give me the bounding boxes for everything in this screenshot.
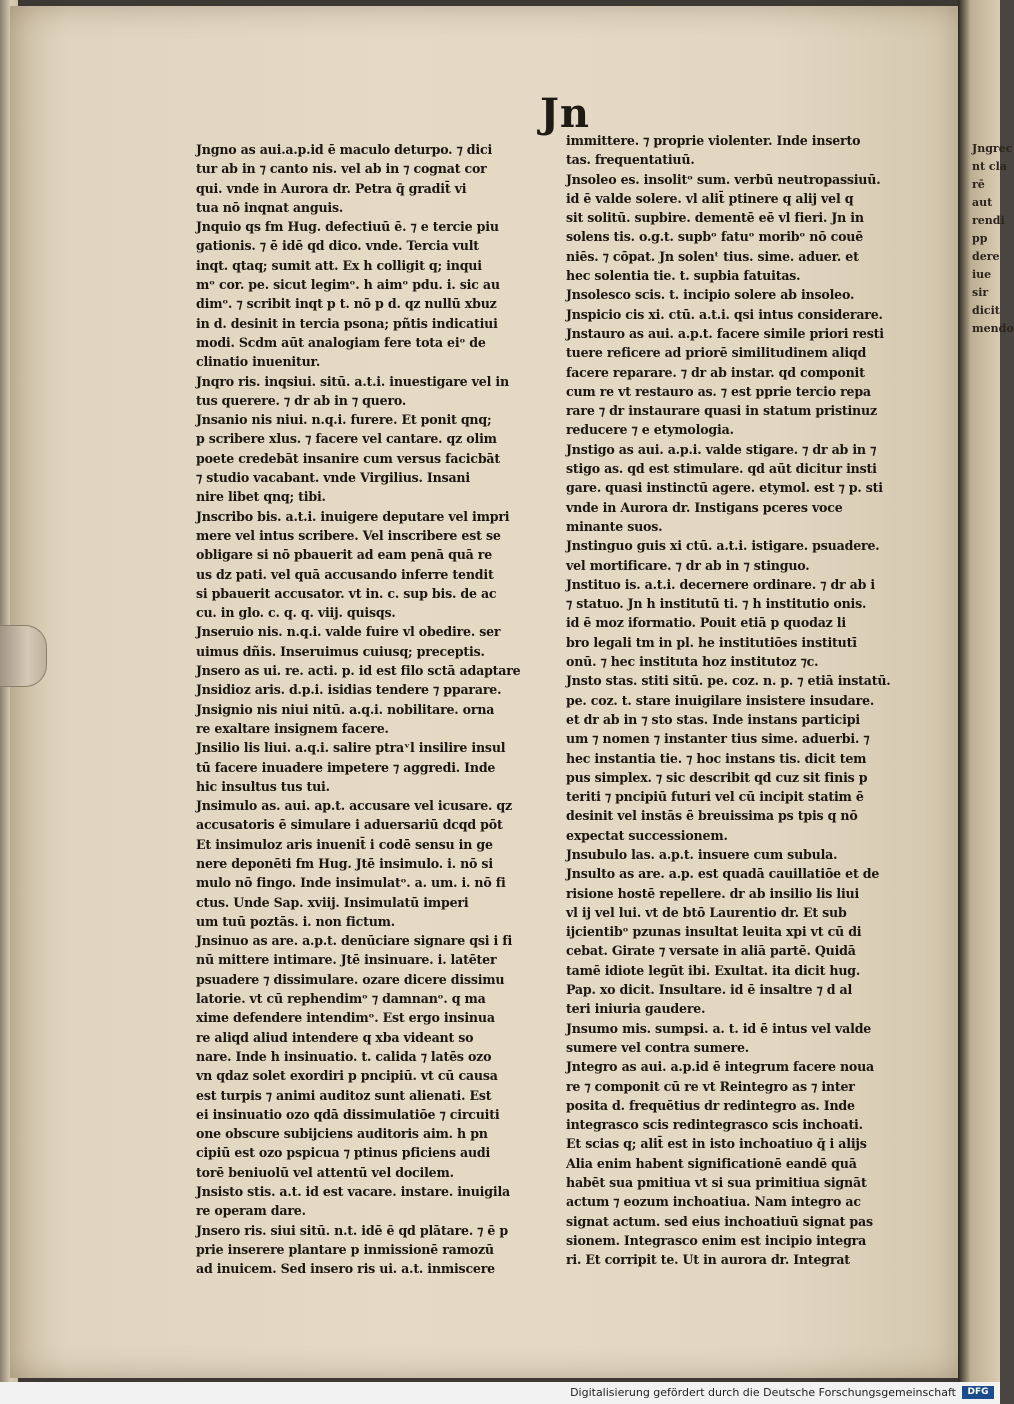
text-line: Jnsoleo es. insolitᵒ sum. verbū neutropassiuū. xyxy=(566,171,881,187)
text-line: ri. Et corripit te. Ut in aurora dr. Integrat xyxy=(566,1252,850,1268)
text-line: immittere. ⁊ proprie violenter. Inde inserto xyxy=(566,133,861,148)
text-line: tua nō inqnat anguis. xyxy=(196,199,344,215)
text-line: ⁊ statuo. Jn h institutū ti. ⁊ h institutio onis. xyxy=(566,596,867,612)
text-line: bro legali tm in pl. he institutiōes institutī xyxy=(566,634,857,650)
text-line: tur ab in ⁊ canto nis. vel ab in ⁊ cognat cor xyxy=(196,161,487,177)
text-line: Et insimuloz aris inuenit̄ i codē sensu in ge xyxy=(196,836,493,852)
text-line: inqt. qtaq; sumit att. Ex h colligit q; inqui xyxy=(196,257,482,273)
facing-page-fragment: aut xyxy=(972,196,993,209)
running-header: Jn xyxy=(540,90,591,137)
text-line: vnde in Aurora dr. Instigans pceres voce xyxy=(566,499,843,515)
text-line: risione hostē repellere. dr ab insilio lis liui xyxy=(566,885,860,901)
footer-credit: Digitalisierung gefördert durch die Deutsche Forschungsgemeinschaft xyxy=(570,1386,956,1399)
left-column xyxy=(196,140,556,1279)
text-line: Et scias q; alit̄ est in isto inchoatiuo q̄ i alijs xyxy=(566,1136,867,1152)
text-line: vl ij vel lui. vt de btō Laurentio dr. Et sub xyxy=(566,904,847,920)
text-line: posita d. frequētius dr redintegro as. Inde xyxy=(566,1097,855,1113)
text-line: Jnsero as ui. re. acti. p. id est filo sctā adaptare xyxy=(196,663,521,679)
text-line: cum re vt restauro as. ⁊ est pprie tercio repa xyxy=(566,383,871,399)
facing-page-fragment: dere xyxy=(972,250,1000,263)
text-line: Jnsilio lis liui. a.q.i. salire ptraᵛl insilire insul xyxy=(196,740,506,756)
text-line: re ⁊ componit cū re vt Reintegro as ⁊ inter xyxy=(566,1078,855,1094)
text-line: est turpis ⁊ animi auditoz sunt alienati. Est xyxy=(196,1087,492,1103)
text-line: torē beniuolū vel attentū vel docilem. xyxy=(196,1164,454,1180)
facing-page-fragment: sir xyxy=(972,286,989,299)
text-line: Jngno as aui.a.p.id ē maculo deturpo. ⁊ dici xyxy=(196,142,493,157)
text-line: Jnstigo as aui. a.p.i. valde stigare. ⁊ dr ab in ⁊ xyxy=(566,441,877,457)
text-line: vn qdaz solet exordiri p pncipiū. vt cū causa xyxy=(196,1068,498,1084)
book-clasp xyxy=(0,625,47,687)
text-line: latorie. vt cū rephendimᵒ ⁊ damnanᵒ. q ma xyxy=(196,991,486,1007)
text-line: Jnsimulo as. aui. ap.t. accusare vel icusare. qz xyxy=(196,798,512,814)
text-line: one obscure subijciens auditoris aim. h pn xyxy=(196,1126,488,1142)
text-line: nare. Inde h insinuatio. t. calida ⁊ latēs ozo xyxy=(196,1048,492,1064)
text-line: integrasco scis redintegrasco scis inchoati. xyxy=(566,1117,863,1133)
text-line: gare. quasi instinctū agere. etymol. est ⁊ p. sti xyxy=(566,480,883,496)
text-line: tuere reficere ad priorē similitudinem aliqd xyxy=(566,345,867,361)
text-line: Jnseruio nis. n.q.i. valde fuire vl obedire. ser xyxy=(196,624,501,640)
facing-page-fragment: rendi xyxy=(972,214,1005,227)
facing-page-edge xyxy=(958,0,1014,1382)
text-line: Jnscribo bis. a.t.i. inuigere deputare vel impri xyxy=(196,508,510,524)
text-line: Jnsolesco scis. t. incipio solere ab insoleo. xyxy=(566,287,855,303)
text-line: Jnsignio nis niui nitū. a.q.i. nobilitare. orna xyxy=(196,701,495,717)
text-line: hic insultus tus tui. xyxy=(196,778,330,794)
text-line: niēs. ⁊ cōpat. Jn solenᵗ tius. sime. aduer. et xyxy=(566,248,859,264)
text-line: Jnsubulo las. a.p.t. insuere cum subula. xyxy=(566,846,838,862)
footer-bar xyxy=(0,1382,1000,1404)
text-line: xime defendere intendimᵒ. Est ergo insinua xyxy=(196,1010,495,1026)
text-line: in d. desinit in tercia psona; pñtis indicatiui xyxy=(196,315,498,331)
text-line: modi. Scdm aūt analogiam fere tota eiᵒ de xyxy=(196,334,486,350)
right-column xyxy=(566,131,916,1270)
text-line: tamē idiote legūt ibi. Exultat. ita dicit hug. xyxy=(566,962,861,978)
text-line: re exaltare insignem facere. xyxy=(196,720,389,736)
text-line: Jntegro as aui. a.p.id ē integrum facere noua xyxy=(566,1059,875,1075)
text-line: qui. vnde in Aurora dr. Petra q̄ gradit̄ vi xyxy=(196,180,467,196)
facing-page-fragment: mendo xyxy=(972,322,1014,335)
text-line: p scribere xlus. ⁊ facere vel cantare. qz olim xyxy=(196,431,497,447)
text-line: nū mittere intimare. Jtē insinuare. i. latēter xyxy=(196,952,497,968)
text-line: Jnsto stas. stiti sitū. pe. coz. n. p. ⁊ etiā instatū. xyxy=(566,673,891,689)
text-line: Jnsumo mis. sumpsi. a. t. id ē intus vel valde xyxy=(566,1020,872,1036)
facing-page-text xyxy=(972,140,1012,338)
text-line: sit solitū. supbire. dementē eē vl fieri. Jn in xyxy=(566,210,864,226)
text-line: mulo nō fingo. Inde insimulatᵒ. a. um. i. nō fi xyxy=(196,875,506,891)
text-line: hec solentia tie. t. supbia fatuitas. xyxy=(566,268,801,284)
text-line: tus querere. ⁊ dr ab in ⁊ quero. xyxy=(196,392,407,408)
text-line: prie inserere plantare p inmissionē ramozū xyxy=(196,1241,494,1257)
text-line: re aliqd aliud intendere q xba videant so xyxy=(196,1029,474,1045)
text-line: Jnstauro as aui. a.p.t. facere simile priori resti xyxy=(566,325,884,341)
text-line: rare ⁊ dr instaurare quasi in statum pristinuz xyxy=(566,403,877,419)
text-line: mᵒ cor. pe. sicut legimᵒ. h aimᵒ pdu. i. sic au xyxy=(196,277,500,293)
text-line: mere vel intus scribere. Vel inscribere est se xyxy=(196,527,501,543)
text-line: nire libet qnq; tibi. xyxy=(196,489,326,505)
text-line: accusatoris ē simulare i aduersariū dcqd pōt xyxy=(196,817,503,833)
text-line: solens tis. o.g.t. supbᵒ fatuᵒ moribᵒ nō couē xyxy=(566,229,864,245)
text-line: uimus dñis. Inseruimus cuiusq; preceptis. xyxy=(196,643,485,659)
text-line: ad inuicem. Sed insero ris ui. a.t. inmiscere xyxy=(196,1261,495,1277)
text-line: stigo as. qd est stimulare. qd aūt dicitur insti xyxy=(566,461,877,477)
text-line: Jnspicio cis xi. ctū. a.t.i. qsi intus considerare. xyxy=(566,306,883,322)
text-line: Jnsero ris. siui sitū. n.t. idē ē qd plātare. ⁊ ē p xyxy=(196,1222,509,1238)
text-line: Jnqro ris. inqsiui. sitū. a.t.i. inuestigare vel in xyxy=(196,373,509,389)
text-line: obligare si nō pbauerit ad eam penā quā re xyxy=(196,547,493,563)
text-line: ijcientibᵒ pzunas insultat leuita xpi vt cū di xyxy=(566,924,862,940)
facing-page-fragment: nt cla xyxy=(972,160,1007,173)
facing-page-fragment: rē xyxy=(972,178,985,191)
text-line: Alia enim habent significationē eandē quā xyxy=(566,1155,857,1171)
text-line: um ⁊ nomen ⁊ instanter tius sime. aduerbi. ⁊ xyxy=(566,731,870,747)
text-line: tas. frequentatiuū. xyxy=(566,152,695,168)
dfg-logo: DFG xyxy=(962,1386,994,1399)
text-line: vel mortificare. ⁊ dr ab in ⁊ stinguo. xyxy=(566,557,810,573)
text-line: signat actum. sed eius inchoatiuū signat pas xyxy=(566,1213,873,1229)
facing-page-fragment: Jngrec xyxy=(972,142,1013,155)
text-line: ei insinuatio ozo qdā dissimulatiōe ⁊ circuiti xyxy=(196,1106,500,1122)
text-line: Jnsisto stis. a.t. id est vacare. instare. inuigila xyxy=(196,1184,511,1200)
facing-page-fragment: iue xyxy=(972,268,992,281)
text-line: sumere vel contra sumere. xyxy=(566,1039,749,1055)
text-line: id ē moz iformatio. Pouit etiā p quodaz li xyxy=(566,615,846,631)
text-line: dimᵒ. ⁊ scribit inqt p t. nō p d. qz nullū xbuz xyxy=(196,296,497,312)
text-line: minante suos. xyxy=(566,518,663,534)
text-line: psuadere ⁊ dissimulare. ozare dicere dissimu xyxy=(196,971,505,987)
text-line: teriti ⁊ pncipiū futuri vel cū incipit statim ē xyxy=(566,789,864,805)
text-line: re operam dare. xyxy=(196,1203,306,1219)
text-line: Pap. xo dicit. Insultare. id ē insaltre ⁊ d al xyxy=(566,982,853,998)
text-line: id ē valde solere. vl alit̄ ptinere q alij vel q xyxy=(566,190,854,206)
text-line: pe. coz. t. stare inuigilare insistere insudare. xyxy=(566,692,875,708)
text-line: gationis. ⁊ ē idē qd dico. vnde. Tercia vult xyxy=(196,238,479,254)
text-line: Jnsanio nis niui. n.q.i. furere. Et ponit qnq; xyxy=(196,412,492,428)
facing-page-fragment: pp xyxy=(972,232,988,245)
text-line: onū. ⁊ hec instituta hoz institutoz ⁊c. xyxy=(566,654,819,670)
text-line: um tuū poztās. i. non fictum. xyxy=(196,913,395,929)
text-line: ctus. Unde Sap. xviij. Insimulatū imperi xyxy=(196,894,469,910)
text-line: expectat successionem. xyxy=(566,827,728,843)
text-line: reducere ⁊ e etymologia. xyxy=(566,422,734,438)
text-line: cu. in glo. c. q. q. viij. quisqs. xyxy=(196,605,396,621)
text-line: actum ⁊ eozum inchoatiua. Nam integro ac xyxy=(566,1194,861,1210)
text-line: si pbauerit accusator. vt in. c. sup bis. de ac xyxy=(196,585,497,601)
text-line: Jnstituo is. a.t.i. decernere ordinare. ⁊ dr ab i xyxy=(566,576,876,592)
text-line: Jnsinuo as are. a.p.t. denūciare signare qsi i fi xyxy=(196,933,513,949)
text-line: pus simplex. ⁊ sic describit qd cuz sit finis p xyxy=(566,769,868,785)
text-line: facere reparare. ⁊ dr ab instar. qd componit xyxy=(566,364,865,380)
text-line: et dr ab in ⁊ sto stas. Inde instans participi xyxy=(566,711,860,727)
text-line: cipiū est ozo pspicua ⁊ ptinus pficiens audi xyxy=(196,1145,491,1161)
text-line: nere deponēti fm Hug. Jtē insimulo. i. nō si xyxy=(196,855,493,871)
text-line: ⁊ studio vacabant. vnde Virgilius. Insani xyxy=(196,470,470,486)
text-line: sionem. Integrasco enim est incipio integra xyxy=(566,1232,867,1248)
text-line: Jnquio qs fm Hug. defectiuū ē. ⁊ e tercie piu xyxy=(196,219,499,235)
text-line: clinatio inuenitur. xyxy=(196,354,321,370)
text-line: teri iniuria gaudere. xyxy=(566,1001,706,1017)
text-line: habēt sua pmitiua vt si sua primitiua signāt xyxy=(566,1175,867,1191)
text-line: us dz pati. vel quā accusando inferre tendit xyxy=(196,566,494,582)
text-line: Jnsulto as are. a.p. est quadā cauillatiōe et de xyxy=(566,866,880,882)
text-line: hec instantia tie. ⁊ hoc instans tis. dicit tem xyxy=(566,750,867,766)
text-line: Jnstinguo guis xi ctū. a.t.i. istigare. psuadere. xyxy=(566,538,880,554)
text-line: cebat. Girate ⁊ versate in aliā partē. Quidā xyxy=(566,943,856,959)
text-line: poete credebāt insanire cum versus facicbāt xyxy=(196,450,500,466)
facing-page-fragment: dicit xyxy=(972,304,1000,317)
text-line: tū facere inuadere impetere ⁊ aggredi. Inde xyxy=(196,759,496,775)
text-line: desinit vel instās ē breuissima ps tpis q nō xyxy=(566,808,858,824)
text-line: Jnsidioz aris. d.p.i. isidias tendere ⁊ pparare. xyxy=(196,682,502,698)
